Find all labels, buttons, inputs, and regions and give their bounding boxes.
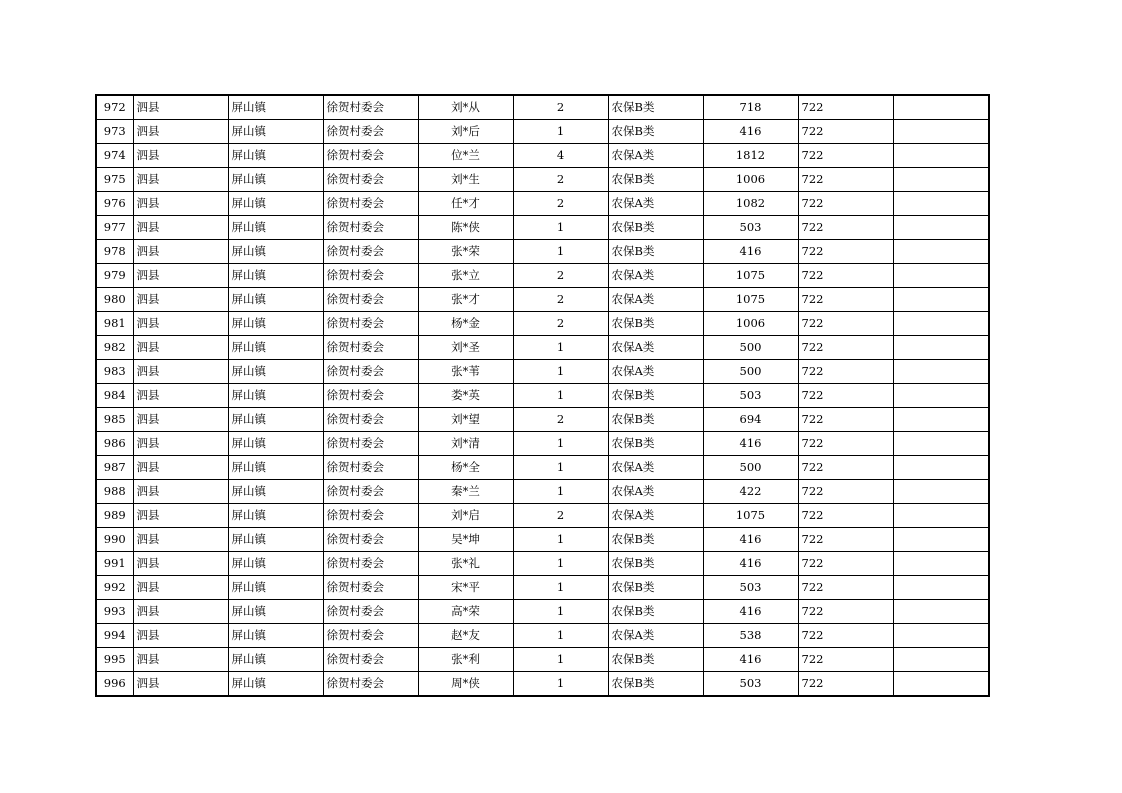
cell-note xyxy=(893,648,989,672)
cell-amount: 416 xyxy=(703,528,798,552)
table-row xyxy=(96,576,989,600)
cell-amount: 1812 xyxy=(703,144,798,168)
cell-name: 娄*英 xyxy=(418,384,513,408)
table-row xyxy=(96,95,989,120)
cell-village: 徐贺村委会 xyxy=(323,192,418,216)
cell-name: 吴*坤 xyxy=(418,528,513,552)
cell-category: 农保A类 xyxy=(608,288,703,312)
cell-note xyxy=(893,480,989,504)
cell-town: 屏山镇 xyxy=(228,432,323,456)
cell-town: 屏山镇 xyxy=(228,552,323,576)
cell-amount: 500 xyxy=(703,456,798,480)
table-row xyxy=(96,360,989,384)
cell-note xyxy=(893,576,989,600)
cell-category: 农保A类 xyxy=(608,336,703,360)
cell-code: 722 xyxy=(798,432,893,456)
cell-county: 泗县 xyxy=(133,480,228,504)
cell-amount: 694 xyxy=(703,408,798,432)
cell-name: 张*利 xyxy=(418,648,513,672)
cell-count: 1 xyxy=(513,576,608,600)
cell-amount: 1006 xyxy=(703,168,798,192)
cell-code: 722 xyxy=(798,648,893,672)
cell-village: 徐贺村委会 xyxy=(323,120,418,144)
cell-code: 722 xyxy=(798,240,893,264)
cell-name: 刘*启 xyxy=(418,504,513,528)
cell-name: 刘*清 xyxy=(418,432,513,456)
cell-count: 2 xyxy=(513,192,608,216)
cell-category: 农保B类 xyxy=(608,240,703,264)
cell-amount: 503 xyxy=(703,384,798,408)
cell-county: 泗县 xyxy=(133,432,228,456)
cell-name: 张*礼 xyxy=(418,552,513,576)
cell-town: 屏山镇 xyxy=(228,336,323,360)
cell-note xyxy=(893,264,989,288)
table-row xyxy=(96,168,989,192)
cell-code: 722 xyxy=(798,624,893,648)
cell-county: 泗县 xyxy=(133,528,228,552)
cell-serial-no: 989 xyxy=(96,504,133,528)
cell-serial-no: 992 xyxy=(96,576,133,600)
cell-serial-no: 990 xyxy=(96,528,133,552)
cell-county: 泗县 xyxy=(133,95,228,120)
cell-serial-no: 993 xyxy=(96,600,133,624)
cell-category: 农保A类 xyxy=(608,192,703,216)
cell-amount: 1075 xyxy=(703,264,798,288)
cell-count: 1 xyxy=(513,432,608,456)
cell-town: 屏山镇 xyxy=(228,600,323,624)
cell-code: 722 xyxy=(798,504,893,528)
cell-amount: 416 xyxy=(703,120,798,144)
table-row xyxy=(96,216,989,240)
cell-note xyxy=(893,600,989,624)
cell-county: 泗县 xyxy=(133,552,228,576)
cell-village: 徐贺村委会 xyxy=(323,360,418,384)
cell-town: 屏山镇 xyxy=(228,240,323,264)
cell-count: 2 xyxy=(513,264,608,288)
cell-count: 1 xyxy=(513,240,608,264)
cell-village: 徐贺村委会 xyxy=(323,456,418,480)
cell-note xyxy=(893,288,989,312)
cell-town: 屏山镇 xyxy=(228,360,323,384)
cell-count: 2 xyxy=(513,408,608,432)
cell-county: 泗县 xyxy=(133,648,228,672)
cell-name: 高*荣 xyxy=(418,600,513,624)
cell-name: 周*侠 xyxy=(418,672,513,697)
table-row xyxy=(96,456,989,480)
cell-village: 徐贺村委会 xyxy=(323,600,418,624)
cell-village: 徐贺村委会 xyxy=(323,336,418,360)
table-row xyxy=(96,336,989,360)
cell-category: 农保B类 xyxy=(608,408,703,432)
cell-county: 泗县 xyxy=(133,576,228,600)
cell-serial-no: 987 xyxy=(96,456,133,480)
cell-serial-no: 973 xyxy=(96,120,133,144)
table-row xyxy=(96,504,989,528)
cell-code: 722 xyxy=(798,216,893,240)
cell-code: 722 xyxy=(798,480,893,504)
cell-code: 722 xyxy=(798,576,893,600)
cell-note xyxy=(893,336,989,360)
cell-town: 屏山镇 xyxy=(228,384,323,408)
cell-village: 徐贺村委会 xyxy=(323,432,418,456)
cell-county: 泗县 xyxy=(133,216,228,240)
cell-serial-no: 991 xyxy=(96,552,133,576)
cell-amount: 416 xyxy=(703,552,798,576)
cell-amount: 718 xyxy=(703,95,798,120)
cell-county: 泗县 xyxy=(133,192,228,216)
cell-count: 1 xyxy=(513,672,608,697)
cell-count: 1 xyxy=(513,456,608,480)
table-row xyxy=(96,672,989,697)
cell-town: 屏山镇 xyxy=(228,288,323,312)
cell-village: 徐贺村委会 xyxy=(323,552,418,576)
cell-village: 徐贺村委会 xyxy=(323,480,418,504)
cell-category: 农保A类 xyxy=(608,360,703,384)
cell-name: 张*苇 xyxy=(418,360,513,384)
cell-serial-no: 979 xyxy=(96,264,133,288)
cell-county: 泗县 xyxy=(133,384,228,408)
cell-village: 徐贺村委会 xyxy=(323,576,418,600)
cell-category: 农保B类 xyxy=(608,648,703,672)
cell-category: 农保B类 xyxy=(608,600,703,624)
cell-amount: 1082 xyxy=(703,192,798,216)
cell-serial-no: 995 xyxy=(96,648,133,672)
cell-count: 2 xyxy=(513,95,608,120)
cell-county: 泗县 xyxy=(133,144,228,168)
cell-name: 位*兰 xyxy=(418,144,513,168)
cell-serial-no: 980 xyxy=(96,288,133,312)
table-row xyxy=(96,144,989,168)
cell-category: 农保B类 xyxy=(608,528,703,552)
table-row xyxy=(96,384,989,408)
cell-category: 农保A类 xyxy=(608,144,703,168)
cell-amount: 503 xyxy=(703,216,798,240)
cell-note xyxy=(893,528,989,552)
cell-serial-no: 984 xyxy=(96,384,133,408)
cell-code: 722 xyxy=(798,336,893,360)
cell-county: 泗县 xyxy=(133,624,228,648)
cell-amount: 1075 xyxy=(703,288,798,312)
cell-town: 屏山镇 xyxy=(228,528,323,552)
cell-name: 张*才 xyxy=(418,288,513,312)
cell-town: 屏山镇 xyxy=(228,504,323,528)
cell-code: 722 xyxy=(798,408,893,432)
cell-note xyxy=(893,384,989,408)
cell-count: 1 xyxy=(513,216,608,240)
cell-village: 徐贺村委会 xyxy=(323,648,418,672)
table-row xyxy=(96,192,989,216)
cell-serial-no: 974 xyxy=(96,144,133,168)
cell-amount: 1006 xyxy=(703,312,798,336)
cell-code: 722 xyxy=(798,168,893,192)
table-row xyxy=(96,624,989,648)
cell-town: 屏山镇 xyxy=(228,576,323,600)
cell-town: 屏山镇 xyxy=(228,648,323,672)
cell-county: 泗县 xyxy=(133,288,228,312)
table-row xyxy=(96,264,989,288)
cell-county: 泗县 xyxy=(133,360,228,384)
cell-county: 泗县 xyxy=(133,240,228,264)
cell-name: 赵*友 xyxy=(418,624,513,648)
cell-name: 秦*兰 xyxy=(418,480,513,504)
cell-category: 农保A类 xyxy=(608,456,703,480)
cell-code: 722 xyxy=(798,600,893,624)
cell-category: 农保B类 xyxy=(608,168,703,192)
cell-county: 泗县 xyxy=(133,336,228,360)
cell-code: 722 xyxy=(798,384,893,408)
cell-name: 刘*从 xyxy=(418,95,513,120)
cell-name: 刘*生 xyxy=(418,168,513,192)
cell-note xyxy=(893,240,989,264)
cell-note xyxy=(893,216,989,240)
table-row xyxy=(96,288,989,312)
cell-serial-no: 981 xyxy=(96,312,133,336)
cell-serial-no: 977 xyxy=(96,216,133,240)
cell-town: 屏山镇 xyxy=(228,168,323,192)
cell-name: 刘*圣 xyxy=(418,336,513,360)
cell-category: 农保B类 xyxy=(608,216,703,240)
cell-code: 722 xyxy=(798,528,893,552)
cell-amount: 1075 xyxy=(703,504,798,528)
cell-village: 徐贺村委会 xyxy=(323,264,418,288)
cell-county: 泗县 xyxy=(133,120,228,144)
cell-village: 徐贺村委会 xyxy=(323,408,418,432)
cell-county: 泗县 xyxy=(133,408,228,432)
cell-note xyxy=(893,360,989,384)
cell-village: 徐贺村委会 xyxy=(323,384,418,408)
cell-count: 4 xyxy=(513,144,608,168)
table-row xyxy=(96,648,989,672)
cell-category: 农保A类 xyxy=(608,624,703,648)
cell-amount: 503 xyxy=(703,672,798,697)
table-row xyxy=(96,528,989,552)
cell-category: 农保B类 xyxy=(608,672,703,697)
cell-county: 泗县 xyxy=(133,600,228,624)
cell-village: 徐贺村委会 xyxy=(323,528,418,552)
cell-town: 屏山镇 xyxy=(228,264,323,288)
cell-county: 泗县 xyxy=(133,456,228,480)
table-row xyxy=(96,600,989,624)
cell-count: 1 xyxy=(513,384,608,408)
cell-code: 722 xyxy=(798,192,893,216)
cell-code: 722 xyxy=(798,120,893,144)
cell-count: 1 xyxy=(513,336,608,360)
cell-amount: 416 xyxy=(703,648,798,672)
cell-category: 农保B类 xyxy=(608,120,703,144)
cell-name: 杨*全 xyxy=(418,456,513,480)
cell-town: 屏山镇 xyxy=(228,95,323,120)
cell-note xyxy=(893,144,989,168)
cell-category: 农保B类 xyxy=(608,552,703,576)
cell-note xyxy=(893,432,989,456)
table-row xyxy=(96,552,989,576)
cell-note xyxy=(893,95,989,120)
cell-amount: 538 xyxy=(703,624,798,648)
cell-count: 1 xyxy=(513,624,608,648)
cell-code: 722 xyxy=(798,312,893,336)
cell-name: 刘*后 xyxy=(418,120,513,144)
cell-village: 徐贺村委会 xyxy=(323,95,418,120)
table-row xyxy=(96,312,989,336)
cell-town: 屏山镇 xyxy=(228,192,323,216)
cell-village: 徐贺村委会 xyxy=(323,288,418,312)
cell-serial-no: 976 xyxy=(96,192,133,216)
cell-code: 722 xyxy=(798,672,893,697)
cell-name: 宋*平 xyxy=(418,576,513,600)
table-row xyxy=(96,480,989,504)
cell-note xyxy=(893,456,989,480)
cell-county: 泗县 xyxy=(133,312,228,336)
cell-town: 屏山镇 xyxy=(228,216,323,240)
table-body xyxy=(96,95,989,696)
cell-name: 杨*金 xyxy=(418,312,513,336)
cell-serial-no: 982 xyxy=(96,336,133,360)
cell-count: 2 xyxy=(513,288,608,312)
cell-count: 1 xyxy=(513,648,608,672)
cell-county: 泗县 xyxy=(133,672,228,697)
cell-serial-no: 975 xyxy=(96,168,133,192)
cell-name: 陈*侠 xyxy=(418,216,513,240)
cell-amount: 503 xyxy=(703,576,798,600)
cell-village: 徐贺村委会 xyxy=(323,672,418,697)
cell-county: 泗县 xyxy=(133,168,228,192)
cell-serial-no: 996 xyxy=(96,672,133,697)
data-table xyxy=(95,94,990,697)
table-row xyxy=(96,432,989,456)
table-row xyxy=(96,240,989,264)
cell-amount: 422 xyxy=(703,480,798,504)
cell-category: 农保B类 xyxy=(608,312,703,336)
cell-category: 农保A类 xyxy=(608,264,703,288)
cell-code: 722 xyxy=(798,95,893,120)
cell-category: 农保A类 xyxy=(608,504,703,528)
cell-amount: 416 xyxy=(703,432,798,456)
cell-count: 1 xyxy=(513,360,608,384)
cell-category: 农保A类 xyxy=(608,480,703,504)
cell-town: 屏山镇 xyxy=(228,120,323,144)
cell-note xyxy=(893,192,989,216)
cell-amount: 416 xyxy=(703,240,798,264)
cell-village: 徐贺村委会 xyxy=(323,624,418,648)
cell-village: 徐贺村委会 xyxy=(323,144,418,168)
cell-village: 徐贺村委会 xyxy=(323,168,418,192)
table-row xyxy=(96,120,989,144)
cell-note xyxy=(893,624,989,648)
cell-code: 722 xyxy=(798,264,893,288)
cell-name: 张*立 xyxy=(418,264,513,288)
cell-name: 刘*望 xyxy=(418,408,513,432)
cell-serial-no: 978 xyxy=(96,240,133,264)
cell-note xyxy=(893,168,989,192)
cell-note xyxy=(893,504,989,528)
cell-category: 农保B类 xyxy=(608,432,703,456)
cell-name: 任*才 xyxy=(418,192,513,216)
cell-count: 1 xyxy=(513,528,608,552)
cell-note xyxy=(893,120,989,144)
cell-count: 1 xyxy=(513,120,608,144)
cell-village: 徐贺村委会 xyxy=(323,504,418,528)
cell-town: 屏山镇 xyxy=(228,144,323,168)
cell-amount: 416 xyxy=(703,600,798,624)
cell-note xyxy=(893,312,989,336)
cell-county: 泗县 xyxy=(133,264,228,288)
cell-serial-no: 972 xyxy=(96,95,133,120)
cell-count: 1 xyxy=(513,480,608,504)
cell-town: 屏山镇 xyxy=(228,624,323,648)
cell-name: 张*荣 xyxy=(418,240,513,264)
cell-count: 2 xyxy=(513,312,608,336)
table-row xyxy=(96,408,989,432)
cell-note xyxy=(893,408,989,432)
cell-serial-no: 983 xyxy=(96,360,133,384)
cell-count: 2 xyxy=(513,504,608,528)
cell-count: 2 xyxy=(513,168,608,192)
cell-code: 722 xyxy=(798,360,893,384)
cell-village: 徐贺村委会 xyxy=(323,312,418,336)
cell-category: 农保B类 xyxy=(608,384,703,408)
cell-note xyxy=(893,552,989,576)
cell-serial-no: 985 xyxy=(96,408,133,432)
cell-village: 徐贺村委会 xyxy=(323,216,418,240)
cell-code: 722 xyxy=(798,456,893,480)
cell-amount: 500 xyxy=(703,336,798,360)
cell-note xyxy=(893,672,989,697)
cell-code: 722 xyxy=(798,552,893,576)
cell-town: 屏山镇 xyxy=(228,672,323,697)
cell-code: 722 xyxy=(798,288,893,312)
cell-town: 屏山镇 xyxy=(228,312,323,336)
cell-category: 农保B类 xyxy=(608,95,703,120)
cell-serial-no: 988 xyxy=(96,480,133,504)
cell-count: 1 xyxy=(513,552,608,576)
cell-village: 徐贺村委会 xyxy=(323,240,418,264)
cell-town: 屏山镇 xyxy=(228,480,323,504)
cell-code: 722 xyxy=(798,144,893,168)
cell-serial-no: 986 xyxy=(96,432,133,456)
cell-count: 1 xyxy=(513,600,608,624)
cell-town: 屏山镇 xyxy=(228,408,323,432)
cell-town: 屏山镇 xyxy=(228,456,323,480)
cell-county: 泗县 xyxy=(133,504,228,528)
cell-amount: 500 xyxy=(703,360,798,384)
cell-category: 农保B类 xyxy=(608,576,703,600)
cell-serial-no: 994 xyxy=(96,624,133,648)
